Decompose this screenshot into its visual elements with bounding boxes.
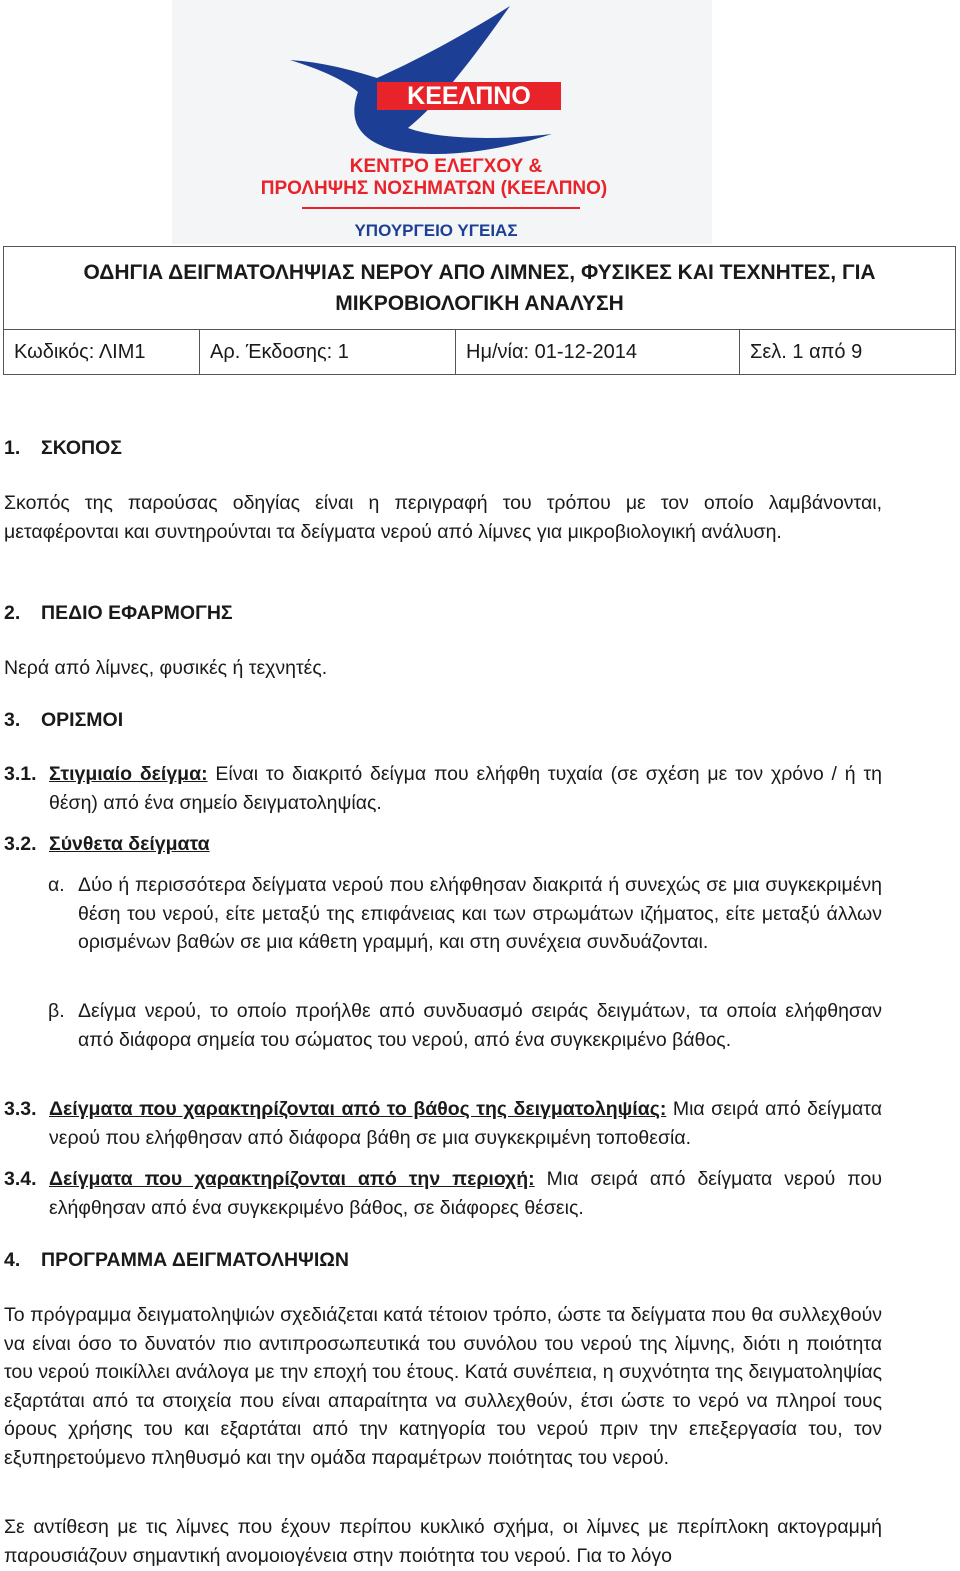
definition-term: Στιγμιαίο δείγμα: xyxy=(49,763,208,785)
doc-date: Ημ/νία: 01-12-2014 xyxy=(456,330,740,375)
section-number: 4. xyxy=(4,1249,21,1271)
definition-term: Δείγματα που χαρακτηρίζονται από την περιοχή: xyxy=(49,1168,535,1190)
doc-code: Κωδικός: ΛΙΜ1 xyxy=(4,330,200,375)
document-title xyxy=(4,247,956,330)
section-title: ΠΕΔΙΟ ΕΦΑΡΜΟΓΗΣ xyxy=(41,602,233,624)
section-number: 2. xyxy=(4,602,21,624)
definition-number: 3.3. xyxy=(4,1098,37,1120)
keelpno-logo xyxy=(172,0,712,244)
section-3-heading xyxy=(4,709,123,732)
definition-number: 3.4. xyxy=(4,1168,37,1190)
definition-3-2-item-b xyxy=(48,997,882,1054)
definition-3-4 xyxy=(4,1165,882,1222)
doc-page: Σελ. 1 από 9 xyxy=(740,330,956,375)
definition-3-2-item-a xyxy=(48,871,882,957)
section-title: ΠΡΟΓΡΑΜΜΑ ΔΕΙΓΜΑΤΟΛΗΨΙΩΝ xyxy=(41,1249,349,1271)
item-text: Δύο ή περισσότερα δείγματα νερού που ελήφθησαν διακριτά ή συνεχώς σε μια συγκεκριμένη θέση του νερού, είτε μεταξύ της επιφάνειας και των στρωμάτων ιζήματος, είτε μεταξύ άλλων ορισμένων βαθών σε μια κάθετη γραμμή, και στη συνέχεια συνδυάζονται. xyxy=(78,874,882,953)
logo-line2: ΠΡΟΛΗΨΗΣ ΝΟΣΗΜΑΤΩΝ (ΚΕΕΛΠΝΟ) xyxy=(260,178,608,199)
definition-3-2 xyxy=(4,830,882,859)
section-4-paragraph-2: Σε αντίθεση με τις λίμνες που έχουν περίπου κυκλικό σχήμα, οι λίμνες με περίπλοκη ακτογραμμή παρουσιάζουν σημαντική ανομοιογένεια στην ποιότητα του νερού. Για το λόγο xyxy=(4,1516,882,1567)
document-header-table xyxy=(3,246,956,375)
definition-text: Μια σειρά από δείγματα νερού που ελήφθησαν από ένα συγκεκριμένο βάθος, σε διάφορες θέσεις. xyxy=(49,1168,882,1219)
section-number: 1. xyxy=(4,437,21,459)
item-letter: α. xyxy=(48,874,65,896)
logo-line3: ΥΠΟΥΡΓΕΙΟ ΥΓΕΙΑΣ xyxy=(354,221,518,240)
section-2-heading xyxy=(4,602,233,625)
section-4-heading xyxy=(4,1249,349,1272)
section-title: ΣΚΟΠΟΣ xyxy=(41,437,123,459)
definition-text: Μια σειρά από δείγματα νερού που ελήφθησαν από διάφορα βάθη σε μια συγκεκριμένη τοποθεσία. xyxy=(49,1098,882,1149)
item-text: Δείγμα νερού, το οποίο προήλθε από συνδυασμό σειράς δειγμάτων, τα οποία ελήφθησαν από διάφορα σημεία του σώματος του νερού, από ένα συγκεκριμένο βάθος. xyxy=(78,1000,882,1051)
section-4-paragraph-1: Το πρόγραμμα δειγματοληψιών σχεδιάζεται κατά τέτοιον τρόπο, ώστε τα δείγματα που θα συλλεχθούν να είναι όσο το δυνατόν πιο αντιπροσωπευτικά του συνόλου του νερού της λίμνης, διότι η ποιότητα του νερού ποικίλλει ανάλογα με την εποχή του έτους. Κατά συνέπεια, η συχνότητα της δειγματοληψίας εξαρτάται από τα στοιχεία που είναι απαραίτητα να συλλεχθούν, έτσι ώστε το νερό να πληροί τους όρους χρήσης του και εξαρτάται από την κατηγορία του νερού πριν την επεξεργασία του, τον εξυπηρετούμενο πληθυσμό και την ομάδα παραμέτρων ποιότητας του νερού. xyxy=(4,1304,882,1469)
definition-number: 3.2. xyxy=(4,833,37,855)
title-line-2: ΜΙΚΡΟΒΙΟΛΟΓΙΚΗ ΑΝΑΛΥΣΗ xyxy=(335,292,624,315)
section-1-text: Σκοπός της παρούσας οδηγίας είναι η περιγραφή του τρόπου με τον οποίο λαμβάνονται, μεταφέρονται και συντηρούνται τα δείγματα νερού από λίμνες για μικροβιολογική ανάλυση. xyxy=(4,492,882,543)
definition-3-3 xyxy=(4,1095,882,1152)
definition-term: Δείγματα που χαρακτηρίζονται από το βάθος της δειγματοληψίας: xyxy=(49,1098,667,1120)
definition-number: 3.1. xyxy=(4,763,37,785)
logo-line1: ΚΕΝΤΡΟ ΕΛΕΓΧΟΥ & xyxy=(349,156,543,177)
doc-edition: Αρ. Έκδοσης: 1 xyxy=(200,330,456,375)
definition-text: Είναι το διακριτό δείγμα που ελήφθη τυχαία (σε σχέση με τον χρόνο / ή τη θέση) από ένα σημείο δειγματοληψίας. xyxy=(49,763,882,814)
section-number: 3. xyxy=(4,709,21,731)
section-title: ΟΡΙΣΜΟΙ xyxy=(41,709,124,731)
definition-3-1 xyxy=(4,760,882,817)
title-line-1: ΟΔΗΓΙΑ ΔΕΙΓΜΑΤΟΛΗΨΙΑΣ ΝΕΡΟΥ ΑΠΟ ΛΙΜΝΕΣ, ΦΥΣΙΚΕΣ ΚΑΙ ΤΕΧΝΗΤΕΣ, ΓΙΑ xyxy=(83,261,876,284)
section-2-text: Νερά από λίμνες, φυσικές ή τεχνητές. xyxy=(4,657,328,679)
item-letter: β. xyxy=(48,1000,65,1022)
section-1-heading xyxy=(4,437,122,460)
definition-term: Σύνθετα δείγματα xyxy=(49,833,210,855)
brand-text: ΚΕΕΛΠΝΟ xyxy=(407,82,531,110)
